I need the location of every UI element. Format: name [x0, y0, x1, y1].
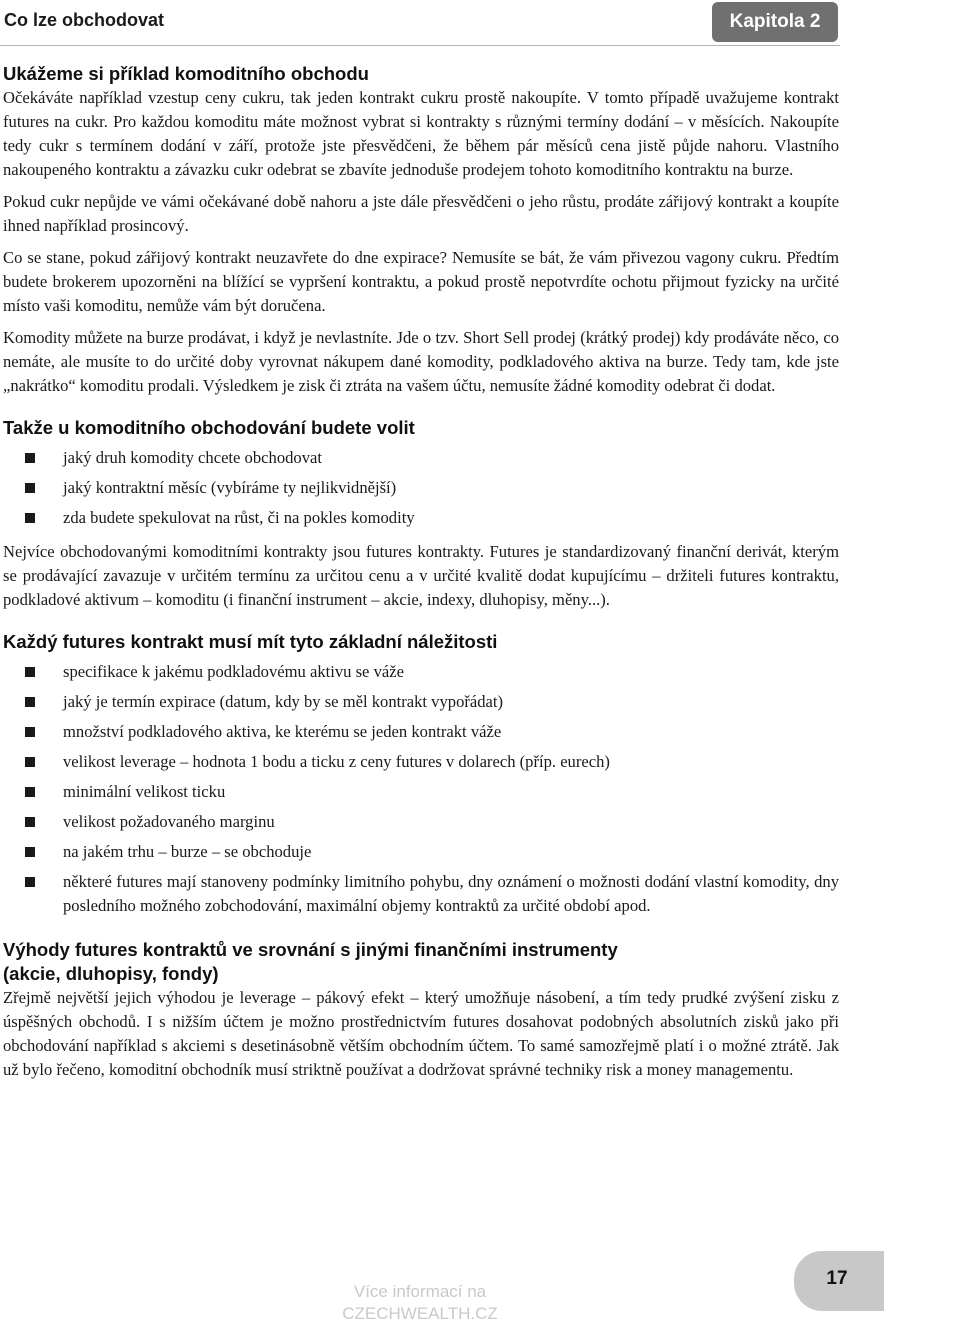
- list-item-text: některé futures mají stanoveny podmínky limitního pohybu, dny oznámení o možnosti dodání vlastní komodity, dny posledního možného zobchodování, maximální objemy kontraktů za určité období apod.: [63, 872, 839, 915]
- paragraph: Zřejmě největší jejich výhodou je leverage – pákový efekt – který umožňuje násobení, a tím tedy prudké zvýšení zisku z úspěšných obchodů. I s nižším účtem je možno prostřednictvím futures dosahovat podobných absolutních zisků jako při obchodování například s akciemi s desetinásobně větším obchodním účtem. To samé samozřejmě platí i o možné ztrátě. Jak už bylo řečeno, komoditní obchodník musí striktně používat a dodržovat správné techniky risk a money managementu.: [3, 988, 839, 1079]
- list-item: [3, 446, 839, 470]
- list-item-text: jaký je termín expirace (datum, kdy by se měl kontrakt vypořádat): [63, 692, 504, 711]
- list-item-text: jaký kontraktní měsíc (vybíráme ty nejlikvidnější): [63, 478, 397, 497]
- square-bullet-icon: [25, 667, 35, 677]
- paragraph: Pokud cukr nepůjde ve vámi očekávané době nahoru a jste dále přesvědčeni o jeho růstu, prodáte zářijový kontrakt a koupíte ihned například prosincový.: [3, 192, 839, 235]
- chapter-badge: Kapitola 2: [712, 2, 838, 42]
- watermark-line: Více informací na: [353, 1282, 487, 1301]
- heading-line: Výhody futures kontraktů ve srovnání s jinými finančními instrumenty: [3, 939, 618, 960]
- list-item-text: zda budete spekulovat na růst, či na pokles komodity: [63, 508, 415, 527]
- list-item: [3, 476, 839, 500]
- list-item-text: minimální velikost ticku: [63, 782, 226, 801]
- square-bullet-icon: [25, 513, 35, 523]
- list-item: [3, 810, 839, 834]
- section-heading-example: Ukážeme si příklad komoditního obchodu: [3, 63, 369, 84]
- square-bullet-icon: [25, 847, 35, 857]
- square-bullet-icon: [25, 757, 35, 767]
- list-item-text: jaký druh komodity chcete obchodovat: [63, 448, 322, 467]
- list-item: [3, 720, 839, 744]
- heading-line: (akcie, dluhopisy, fondy): [3, 963, 219, 984]
- list-item-text: na jakém trhu – burze – se obchoduje: [63, 842, 312, 861]
- list-item: [3, 690, 839, 714]
- list-item-text: množství podkladového aktiva, ke kterému se jeden kontrakt váže: [63, 722, 502, 741]
- square-bullet-icon: [25, 453, 35, 463]
- choices-list: [3, 446, 839, 530]
- list-item: [3, 840, 839, 864]
- list-item: [3, 750, 839, 774]
- square-bullet-icon: [25, 787, 35, 797]
- list-item-text: velikost leverage – hodnota 1 bodu a ticku z ceny futures v dolarech (příp. eurech): [63, 752, 610, 771]
- square-bullet-icon: [25, 817, 35, 827]
- list-item: [3, 506, 839, 530]
- header-divider: [0, 45, 840, 46]
- square-bullet-icon: [25, 483, 35, 493]
- square-bullet-icon: [25, 727, 35, 737]
- square-bullet-icon: [25, 877, 35, 887]
- list-item: [3, 870, 839, 918]
- paragraph: Nejvíce obchodovanými komoditními kontrakty jsou futures kontrakty. Futures je standardizovaný finanční derivát, kterým se prodávající zavazuje v určitém termínu za určitou cenu a v určité kvalitě dodat kupujícímu – držiteli futures kontraktu, podkladové aktivum – komoditu (i finanční instrument – akcie, indexy, dluhopisy, měny...).: [3, 542, 839, 609]
- requirements-list: [3, 660, 839, 918]
- section-heading-requirements: Každý futures kontrakt musí mít tyto základní náležitosti: [3, 631, 498, 652]
- paragraph: Očekáváte například vzestup ceny cukru, tak jeden kontrakt cukru prostě nakoupíte. V tomto případě uvažujeme kontrakt futures na cukr. Pro každou komoditu máte možnost vybrat si kontrakty s různými termíny dodání – v měsících. Nakoupíte tedy cukr s termínem dodání v září, protože jste přesvědčeni, že během pár měsíců cena jistě půjde nahoru. Vlastního nakoupeného kontraktu a závazku cukr odebrat se zbavíte jednoduše prodejem tohoto komoditního kontraktu na burze.: [3, 88, 839, 179]
- paragraph: Co se stane, pokud zářijový kontrakt neuzavřete do dne expirace? Nemusíte se bát, že vám přivezou vagony cukru. Předtím budete brokerem upozorněni na blížící se vypršení kontraktu, a pokud prostě nepotvrdíte ochotu přijmout fyzicky na určité místo vaši komoditu, nemůže vám být doručena.: [3, 248, 839, 315]
- list-item-text: specifikace k jakému podkladovému aktivu se váže: [63, 662, 404, 681]
- paragraph: Komodity můžete na burze prodávat, i když je nevlastníte. Jde o tzv. Short Sell prodej (krátký prodej) kdy prodáváte něco, co nemáte, ale musíte to do určité doby vyrovnat nákupem dané komodity, podkladového aktiva na burze. Tedy tam, kde jste „nakrátko“ komoditu prodali. Výsledkem je zisk či ztráta na vašem účtu, nemusíte žádné komodity odebrat či dodat.: [3, 328, 839, 395]
- page-number: 17: [826, 1268, 848, 1289]
- watermark: [300, 1281, 540, 1325]
- page-content: [3, 62, 839, 1082]
- section-heading-advantages: [3, 938, 839, 986]
- square-bullet-icon: [25, 697, 35, 707]
- watermark-line: CZECHWEALTH.CZ: [342, 1304, 498, 1323]
- list-item-text: velikost požadovaného marginu: [63, 812, 275, 831]
- list-item: [3, 780, 839, 804]
- section-heading-choices: Takže u komoditního obchodování budete volit: [3, 417, 415, 438]
- list-item: [3, 660, 839, 684]
- chapter-title: Co lze obchodovat: [4, 10, 165, 30]
